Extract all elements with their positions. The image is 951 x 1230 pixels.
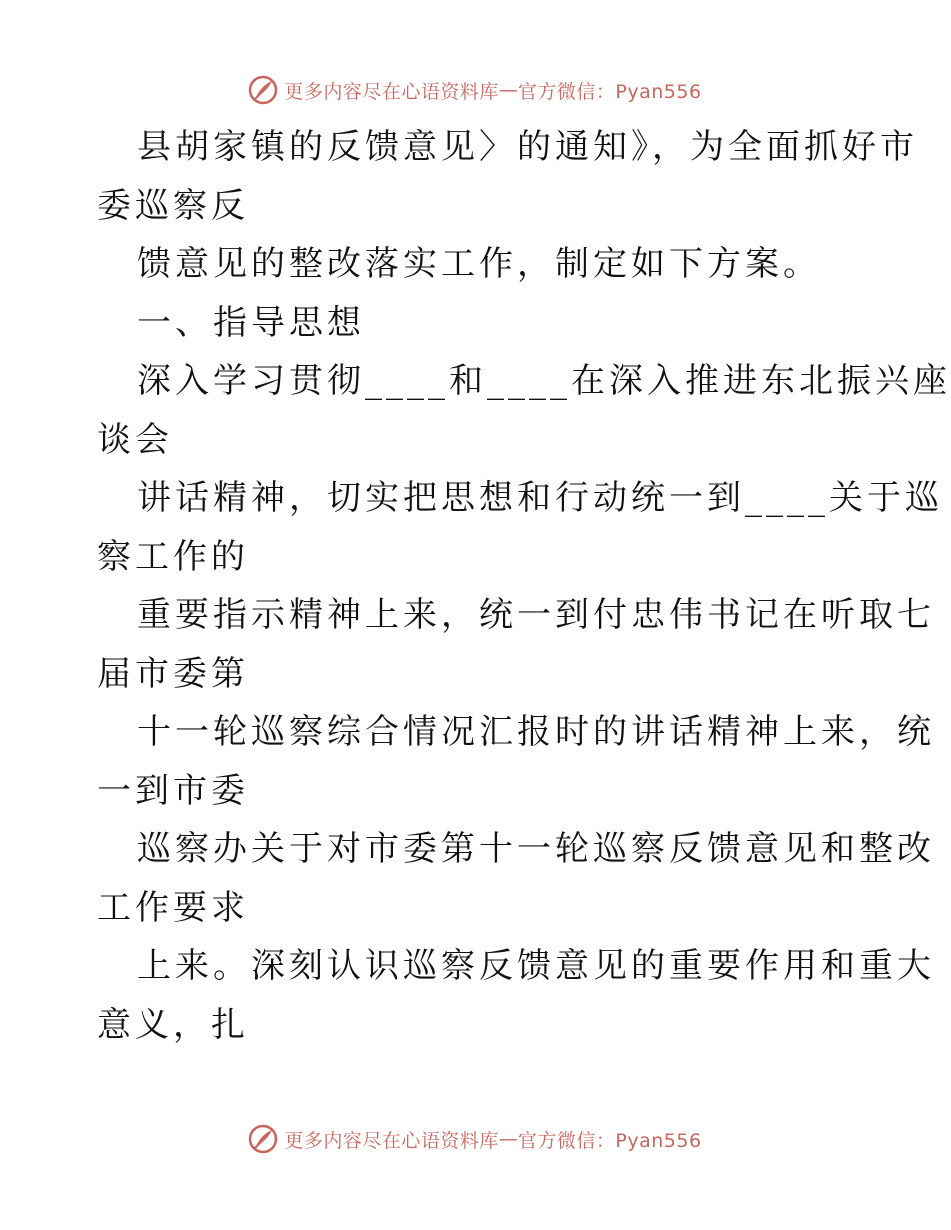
feather-seal-icon xyxy=(248,75,278,105)
text-line: 察工作的 xyxy=(97,536,249,577)
watermark-suffix: 官方微信：Pyan556 xyxy=(517,1129,702,1152)
watermark-separator: — xyxy=(498,1128,518,1150)
section-heading: 一、指导思想 xyxy=(137,302,365,343)
text-line: 馈意见的整改落实工作，制定如下方案。 xyxy=(137,244,821,284)
text-line: 工作要求 xyxy=(97,887,249,928)
text-line: 深入学习贯彻____和____在深入推进东北振兴座 xyxy=(137,361,951,401)
text-line: 巡察办关于对市委第十一轮巡察反馈意见和整改 xyxy=(137,829,935,869)
text-line: 届市委第 xyxy=(97,653,249,694)
text-line: 一到市委 xyxy=(97,770,249,811)
watermark-text: 更多内容尽在心语资料库 xyxy=(284,80,499,103)
text-line: 重要指示精神上来，统一到付忠伟书记在听取七 xyxy=(137,595,935,635)
text-line: 县胡家镇的反馈意见〉的通知》，为全面抓好市 xyxy=(137,127,918,167)
feather-seal-icon xyxy=(248,1124,278,1154)
watermark-separator: — xyxy=(498,79,518,101)
header-watermark xyxy=(0,70,950,110)
text-line: 意义，扎 xyxy=(97,1004,249,1045)
footer-watermark xyxy=(0,1119,950,1159)
document-body xyxy=(97,118,951,1054)
watermark-suffix: 官方微信：Pyan556 xyxy=(517,80,702,103)
text-line: 十一轮巡察综合情况汇报时的讲话精神上来，统 xyxy=(137,712,935,752)
watermark-text: 更多内容尽在心语资料库 xyxy=(284,1129,499,1152)
text-line: 谈会 xyxy=(97,419,173,460)
text-line: 委巡察反 xyxy=(97,185,249,226)
text-line: 讲话精神，切实把思想和行动统一到____关于巡 xyxy=(137,478,943,518)
text-line: 上来。深刻认识巡察反馈意见的重要作用和重大 xyxy=(137,946,935,986)
